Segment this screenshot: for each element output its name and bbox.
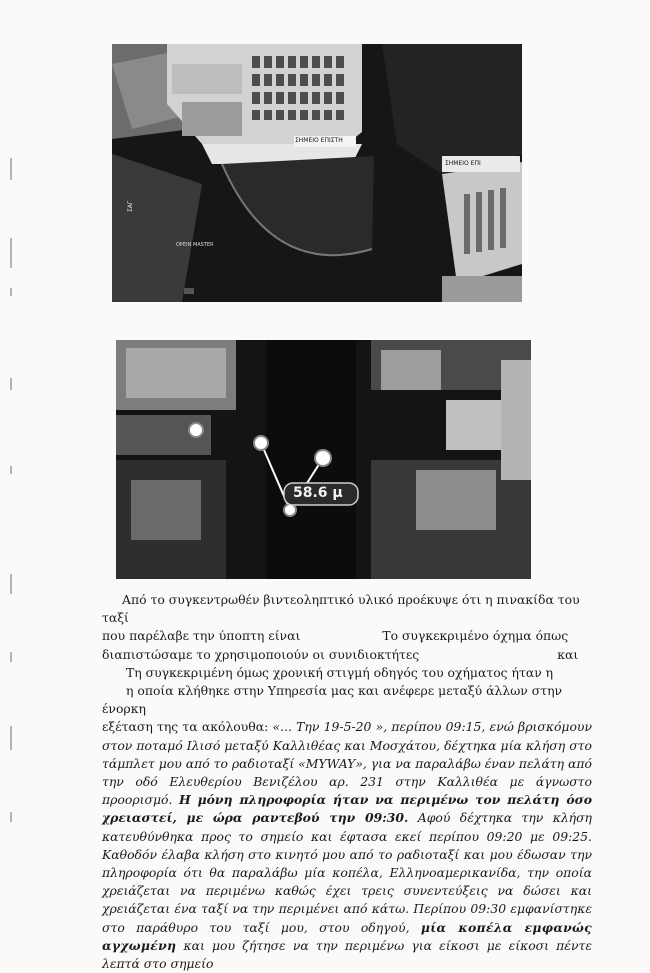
aerial-photo-1 xyxy=(112,44,522,302)
paragraph-1-line-3 xyxy=(102,646,592,664)
testimony-continued: Αφού δέχτηκα την κλήση κατευθύνθηκα προς το σημείο και έφτασα εκεί περίπου 09:20 με 09:25. Καθοδόν έλαβα κλήση στο κινητό μου από το ραδιοταξί και μου έδωσαν την πληροφορία ότι θα παραλάβω μία κοπέλα, Ελληνοαμερικανίδα, την οποία χρειάζεται να περιμένω καθώς έχει τρεις συνεντεύξεις να δώσει και χρειάζεται ένα ταξί να την περιμένει από κάτω. Περίπου 09:30 εμφανίστηκε στο παράθυρο του ταξί μου, στου οδηγού, xyxy=(102,810,592,935)
paragraph-2-line-1: Τη συγκεκριμένη όμως χρονική στιγμή οδηγός του οχήματος ήταν η xyxy=(126,664,554,680)
paragraph-1-line-2 xyxy=(102,627,592,645)
vehicle-sentence: Το συγκεκριμένο όχημα όπως xyxy=(382,628,569,644)
paragraph-2-line-2: η οποία κλήθηκε στην Υπηρεσία μας και ανέφερε μεταξύ άλλων στην ένορκη xyxy=(102,683,563,717)
body-text xyxy=(102,591,592,973)
scan-mark xyxy=(10,466,12,474)
scan-mark xyxy=(10,726,12,750)
scan-mark xyxy=(10,158,12,180)
scan-mark xyxy=(10,238,12,268)
aerial-photo-2 xyxy=(116,340,531,579)
storefront-sign: ΣΗΜΕΙΟ ΕΠΙ xyxy=(445,160,481,167)
plate-sentence: που παρέλαβε την ύποπτη είναι xyxy=(102,628,301,644)
distance-measurement: 58.6 μ xyxy=(293,485,343,501)
testimony-key-info: Η μόνη πληροφορία ήταν να περιμένω τον πελάτη όσο χρειαστεί, με ώρα ραντεβού την 09:30. xyxy=(102,792,592,826)
storefront-sign: ΣΗΜΕΙΟ ΕΠΙΣΤΗ xyxy=(295,137,343,144)
scan-mark xyxy=(10,378,12,390)
owners-conjunction: και xyxy=(557,646,579,662)
scan-mark xyxy=(10,288,12,296)
testimony-end: και μου ζήτησε να την περιμένω για είκοσι με είκοσι πέντε λεπτά στο σημείο xyxy=(102,937,592,972)
scan-mark xyxy=(10,574,12,594)
owners-sentence: διαπιστώσαμε το χρησιμοποιούν οι συνιδιοκτήτες xyxy=(102,646,420,662)
scan-mark xyxy=(10,652,12,662)
testimony-emphasis: μία κοπέλα εμφανώς αγχωμένη xyxy=(102,919,592,953)
testimony xyxy=(102,718,592,973)
side-label: ΣΑΓ xyxy=(127,200,134,212)
storefront-sign: OPEIN MASTER xyxy=(176,242,214,248)
testimony-quote: «... Την 19-5-20 », περίπου 09:15, ενώ βρισκόμουν στον ποταμό Ιλισό μεταξύ Καλλιθέας και Μοσχάτου, δέχτηκα μία κλήση στο τάμπλετ μου από το ραδιοταξί «MYWAY», για να παραλάβω έναν πελάτη από την οδό Ελευθερίου Βενιζέλου αρ. 231 στην Καλλιθέα με άγνωστο προορισμό. xyxy=(102,719,592,808)
testimony-intro: εξέταση της τα ακόλουθα: xyxy=(102,719,269,735)
paragraph-1-line-1: Από το συγκεντρωθέν βιντεοληπτικό υλικό προέκυψε ότι η πινακίδα του ταξί xyxy=(102,592,580,626)
scan-mark xyxy=(10,812,12,822)
